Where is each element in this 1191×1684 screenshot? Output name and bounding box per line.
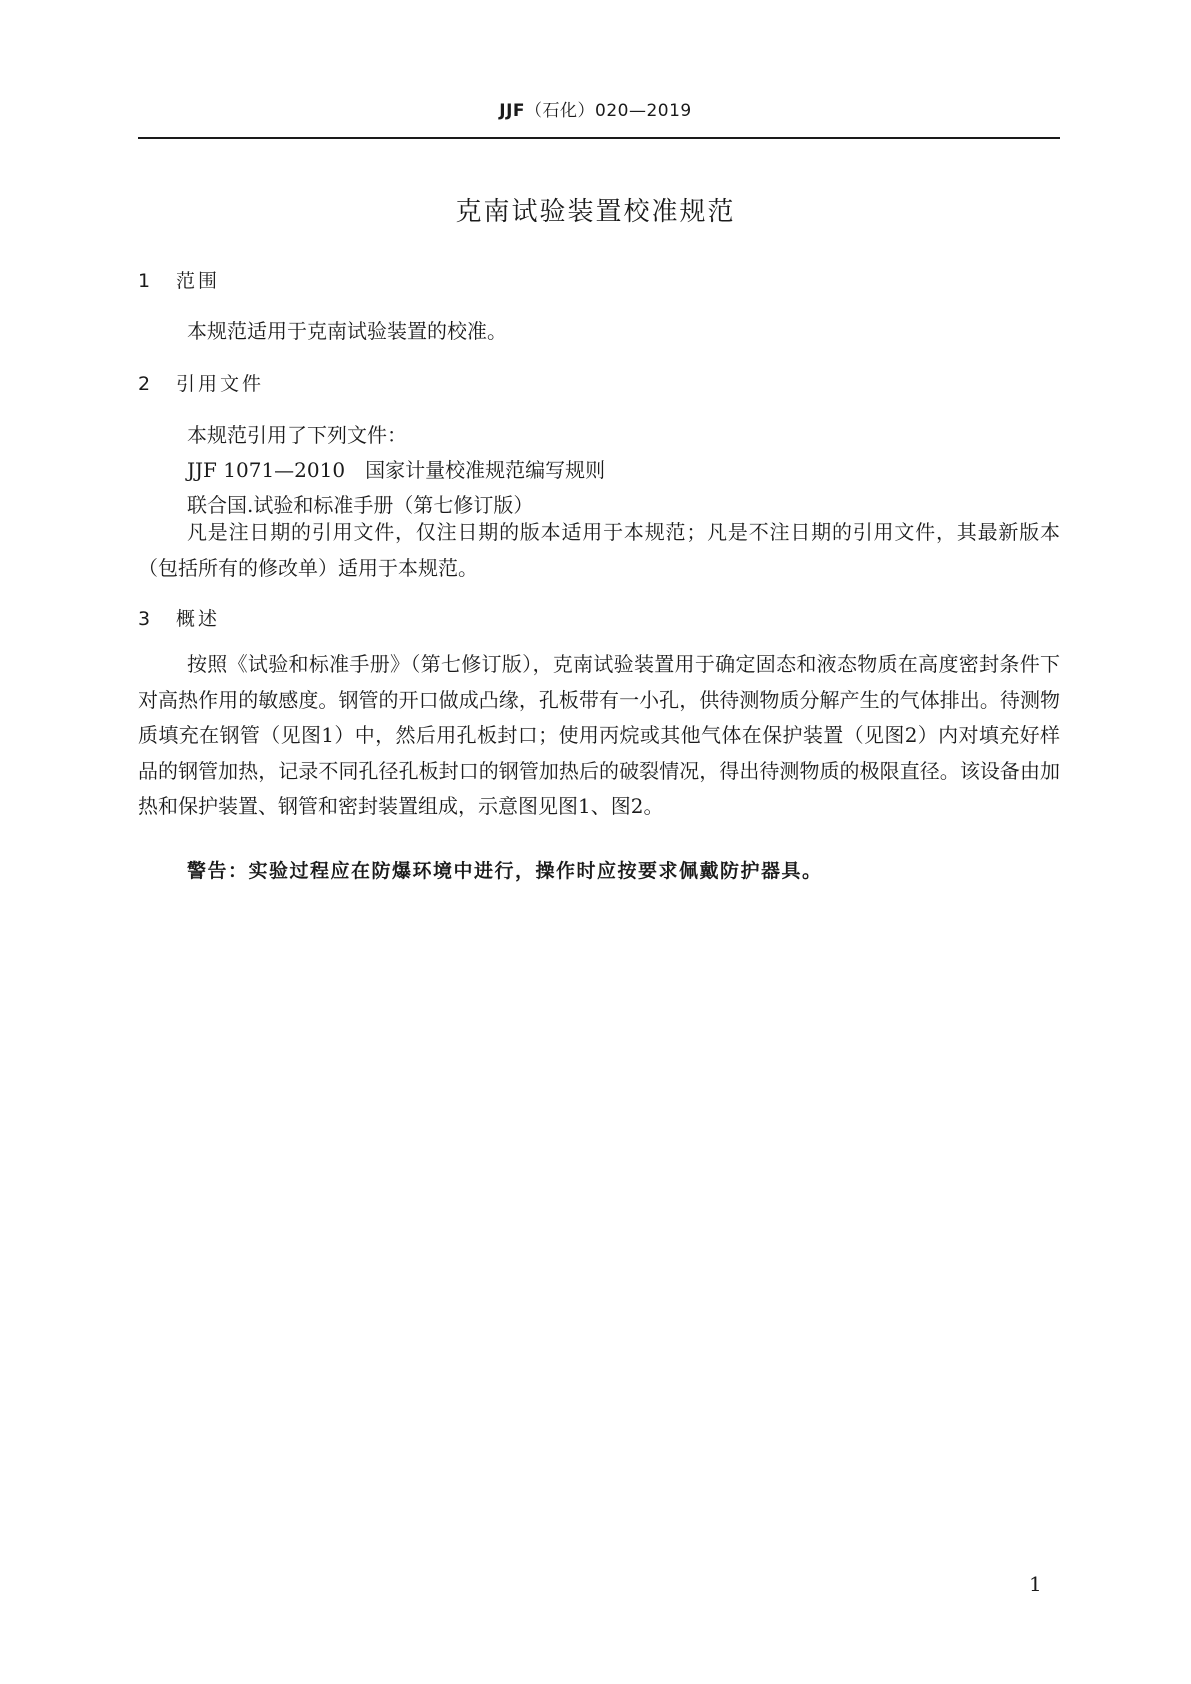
reference-item: 联合国.试验和标准手册（第七修订版） [187,493,534,517]
section-number: 3 [138,608,151,630]
overview-paragraph: 按照《试验和标准手册》（第七修订版），克南试验装置用于确定固态和液态物质在高度密封条件下对高热作用的敏感度。钢管的开口做成凸缘，孔板带有一小孔，供待测物质分解产生的气体排出。待测物质填充在钢管（见图1）中，然后用孔板封口；使用丙烷或其他气体在保护装置（见图2）内对填充好样品的钢管加热，记录不同孔径孔板封口的钢管加热后的破裂情况，得出待测物质的极限直径。该设备由加热和保护装置、钢管和密封装置组成，示意图见图1、图2。 [138,652,1060,818]
section-heading-references [138,369,264,396]
page-number: 1 [1029,1572,1042,1596]
section-title: 引用文件 [176,373,265,395]
references-intro: 本规范引用了下列文件： [187,423,407,447]
section-title: 范围 [176,270,221,292]
running-header [0,96,1191,121]
references-note: 凡是注日期的引用文件，仅注日期的版本适用于本规范；凡是不注日期的引用文件，其最新版本（包括所有的修改单）适用于本规范。 [138,520,1060,580]
section-number: 1 [138,270,151,292]
header-rule [138,137,1060,139]
section-heading-overview [138,604,220,631]
section-title: 概述 [176,608,221,630]
document-title: 克南试验装置校准规范 [455,197,736,227]
warning-text: 警告：实验过程应在防爆环境中进行，操作时应按要求佩戴防护器具。 [187,860,823,882]
section-heading-scope [138,266,220,293]
reference-item: JJF 1071—2010 国家计量校准规范编写规则 [187,458,606,482]
section-number: 2 [138,373,151,395]
header-code-prefix: JJF [499,101,526,121]
scope-paragraph: 本规范适用于克南试验装置的校准。 [187,319,507,343]
header-code-suffix: （石化）020—2019 [525,101,692,121]
